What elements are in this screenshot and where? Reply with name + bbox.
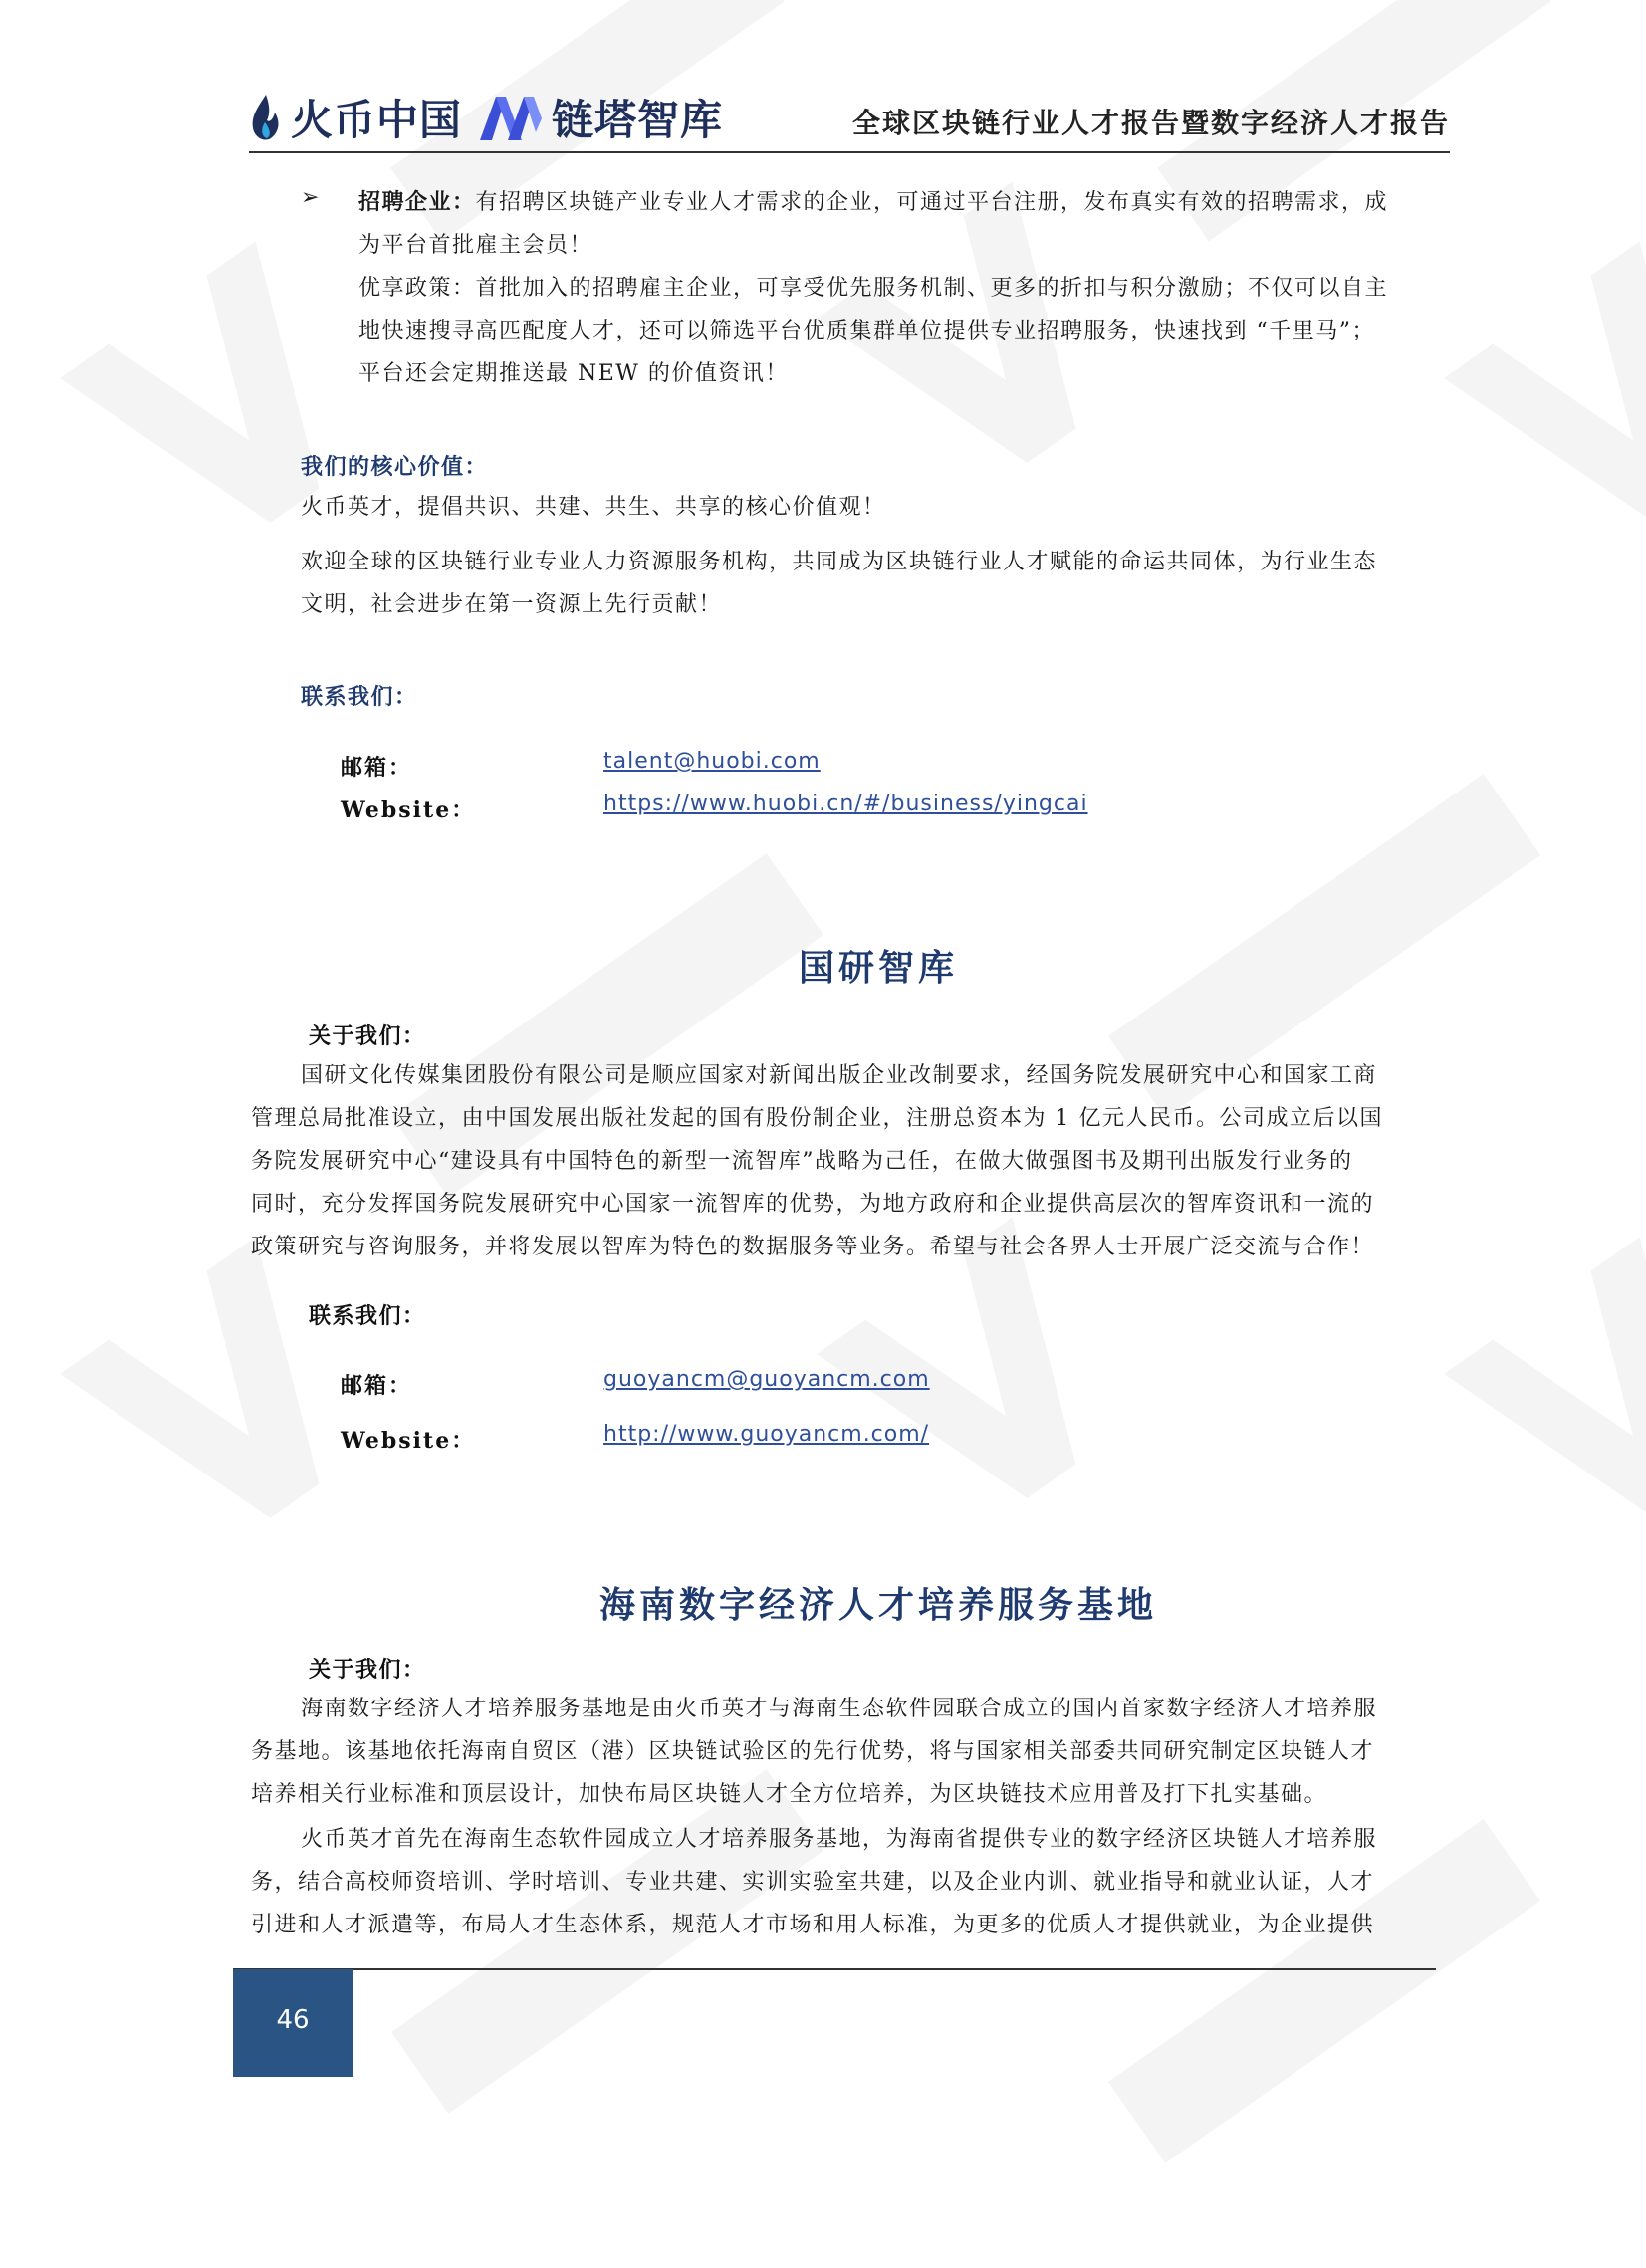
- recruit-line-1-text: 有招聘区块链产业专业人才需求的企业，可通过平台注册，发布真实有效的招聘需求，成: [475, 190, 1389, 215]
- guoyan-line-3: 务院发展研究中心“建设具有中国特色的新型一流智库”战略为己任，在做大做强图书及期刊出版发行业务的: [251, 1149, 1353, 1174]
- website-link-1[interactable]: https://www.huobi.cn/#/business/yingcai: [603, 792, 1088, 816]
- footer-divider: [233, 1968, 1436, 1970]
- guoyan-line-4: 同时，充分发挥国务院发展研究中心国家一流智库的优势，为地方政府和企业提供高层次的智库资讯和一流的: [251, 1192, 1375, 1217]
- guoyan-line-1: 国研文化传媒集团股份有限公司是顺应国家对新闻出版企业改制要求，经国务院发展研究中心和国家工商: [301, 1063, 1378, 1088]
- hainan-about-heading: 关于我们：: [309, 1657, 426, 1683]
- header-logo: [249, 88, 723, 147]
- hainan-line-6: 引进和人才派遣等，布局人才生态体系，规范人才市场和用人标准，为更多的优质人才提供就业，为企业提供: [251, 1913, 1375, 1937]
- contact-heading-1: 联系我们：: [301, 684, 418, 710]
- hainan-line-4: 火币英才首先在海南生态软件园成立人才培养服务基地，为海南省提供专业的数字经济区块链人才培养服: [301, 1827, 1378, 1852]
- hainan-line-3: 培养相关行业标准和顶层设计，加快布局区块链人才全方位培养，为区块链技术应用普及打下扎实基础。: [251, 1782, 1328, 1807]
- hainan-line-2: 务基地。该基地依托海南自贸区（港）区块链试验区的先行优势，将与国家相关部委共同研究制定区块链人才: [251, 1739, 1375, 1764]
- guoyan-contact-heading: 联系我们：: [309, 1303, 426, 1329]
- core-value-line-3: 文明，社会进步在第一资源上先行贡献！: [301, 592, 723, 617]
- core-value-line-1: 火币英才，提倡共识、共建、共生、共享的核心价值观！: [301, 495, 886, 520]
- recruit-line-5: 平台还会定期推送最 NEW 的价值资讯！: [358, 361, 789, 386]
- hainan-title: 海南数字经济人才培养服务基地: [598, 1584, 1157, 1626]
- guoyan-about-heading: 关于我们：: [309, 1023, 426, 1049]
- email-label-1: 邮箱：: [341, 755, 413, 781]
- core-value-line-2: 欢迎全球的区块链行业专业人力资源服务机构，共同成为区块链行业人才赋能的命运共同体，为行业生态: [301, 550, 1378, 574]
- recruit-line-4: 地快速搜寻高匹配度人才，还可以筛选平台优质集群单位提供专业招聘服务，快速找到 “千里马”；: [358, 319, 1375, 343]
- logo-huobi-text: 火币中国: [291, 96, 463, 144]
- page-number: 46: [276, 2005, 310, 2035]
- website-link-2[interactable]: http://www.guoyancm.com/: [603, 1422, 930, 1447]
- flame-logo-icon: [249, 93, 283, 142]
- hainan-line-1: 海南数字经济人才培养服务基地是由火币英才与海南生态软件园联合成立的国内首家数字经济人才培养服: [301, 1697, 1378, 1721]
- report-title: 全球区块链行业人才报告暨数字经济人才报告: [851, 107, 1450, 139]
- website-label-1: Website：: [341, 797, 476, 823]
- guoyan-title: 国研智库: [798, 947, 958, 989]
- email-label-2: 邮箱：: [341, 1373, 413, 1399]
- guoyan-line-2: 管理总局批准设立，由中国发展出版社发起的国有股份制企业，注册总资本为 1 亿元人民币。公司成立后以国: [251, 1106, 1383, 1131]
- recruit-line-3: 优享政策：首批加入的招聘雇主企业，可享受优先服务机制、更多的折扣与积分激励；不仅可以自主: [358, 276, 1389, 301]
- core-value-heading: 我们的核心价值：: [301, 454, 489, 480]
- email-link-1[interactable]: talent@huobi.com: [603, 749, 821, 774]
- page-header: [249, 88, 1450, 153]
- lianta-logo-icon: [478, 93, 544, 142]
- guoyan-line-5: 政策研究与咨询服务，并将发展以智库为特色的数据服务等业务。希望与社会各界人士开展广泛交流与合作！: [251, 1235, 1375, 1259]
- recruit-line-2: 为平台首批雇主会员！: [358, 233, 593, 258]
- bullet-arrow-icon: ➢: [301, 185, 320, 210]
- page-number-box: [233, 1969, 353, 2077]
- logo-lianta-text: 链塔智库: [552, 96, 724, 144]
- email-link-2[interactable]: guoyancm@guoyancm.com: [603, 1367, 930, 1392]
- hainan-line-5: 务，结合高校师资培训、学时培训、专业共建、实训实验室共建，以及企业内训、就业指导和就业认证，人才: [251, 1870, 1375, 1895]
- recruit-line-1: [358, 181, 1454, 224]
- recruit-lead: 招聘企业：: [358, 189, 476, 215]
- website-label-2: Website：: [341, 1428, 476, 1454]
